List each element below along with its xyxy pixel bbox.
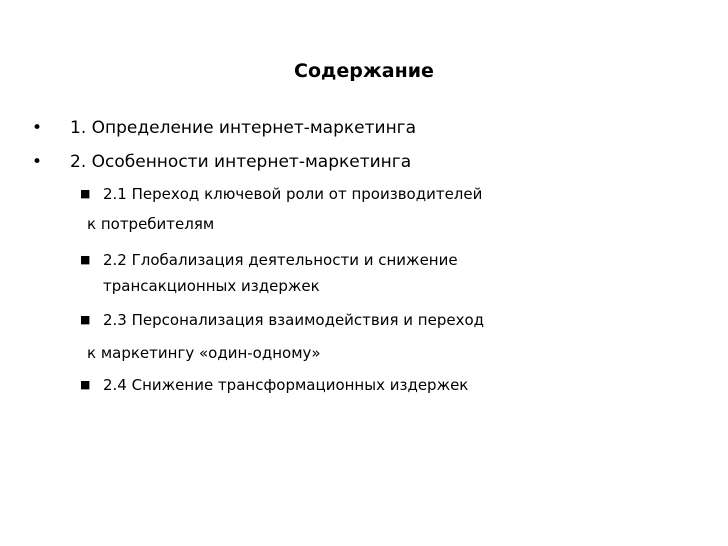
bullet-dot-icon: • <box>32 152 43 172</box>
bullet-square-icon: ■ <box>80 187 91 200</box>
bullet-dot-icon: • <box>32 118 43 138</box>
list-item-text: 2. Особенности интернет-маркетинга <box>70 152 412 172</box>
sub-list-item-continuation: к маркетингу «один-одному» <box>87 344 321 362</box>
sub-list-item-text: 2.2 Глобализация деятельности и снижение <box>103 251 458 269</box>
slide-title: Содержание <box>294 60 434 82</box>
sub-list-item-text: 2.3 Персонализация взаимодействия и переход <box>103 311 485 329</box>
bullet-square-icon: ■ <box>80 378 91 391</box>
sub-list-item-continuation: к потребителям <box>87 215 215 233</box>
sub-list-item-continuation: трансакционных издержек <box>103 277 320 295</box>
bullet-square-icon: ■ <box>80 253 91 266</box>
bullet-square-icon: ■ <box>80 313 91 326</box>
sub-list-item-text: 2.1 Переход ключевой роли от производителей <box>103 185 483 203</box>
list-item-text: 1. Определение интернет-маркетинга <box>70 118 417 138</box>
sub-list-item-text: 2.4 Снижение трансформационных издержек <box>103 376 469 394</box>
